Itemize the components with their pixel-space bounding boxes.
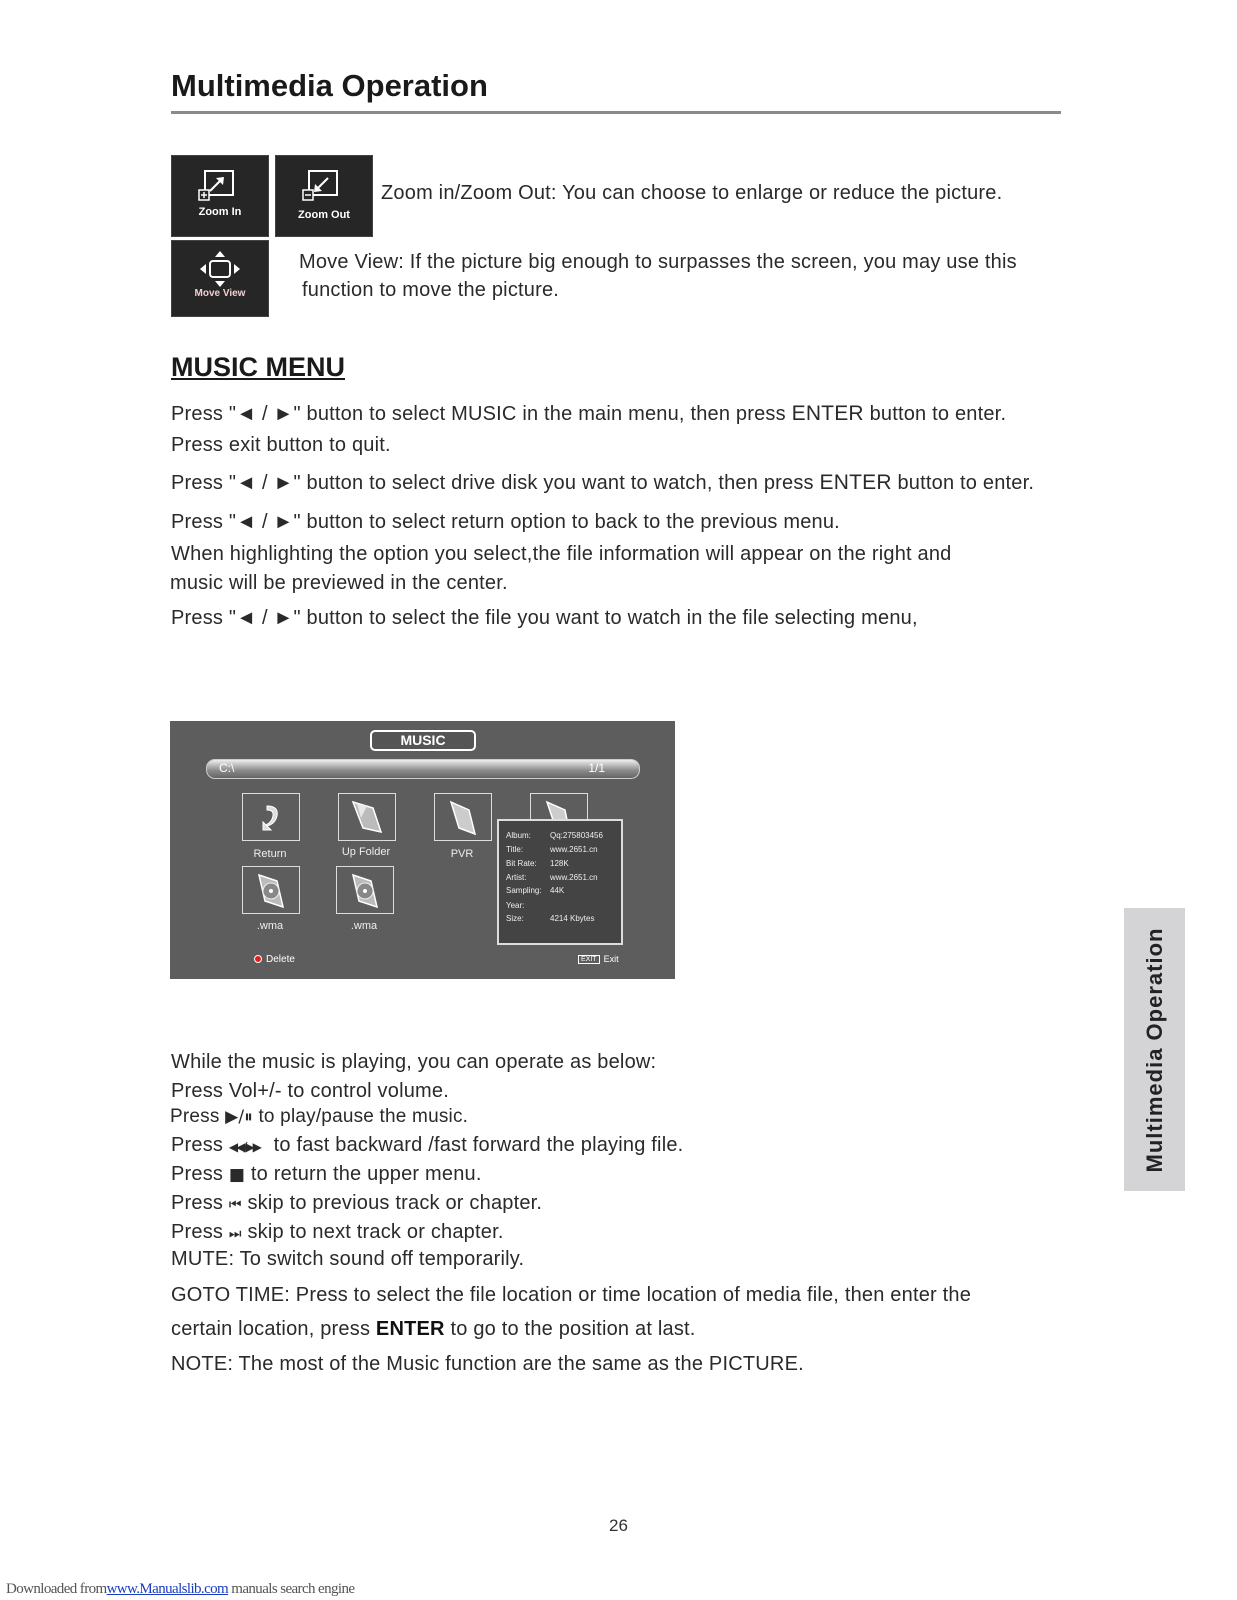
bitrate-key: Bit Rate: — [506, 859, 537, 868]
side-tab-label: Multimedia Operation — [1141, 927, 1167, 1172]
press-word: Press — [171, 403, 224, 425]
move-view-label: Move View — [194, 288, 246, 299]
page-title: Multimedia Operation — [171, 68, 488, 103]
goto-line-2 — [171, 1318, 696, 1341]
artist-value: www.2651.cn — [550, 873, 598, 882]
playing-intro: While the music is playing, you can operate as below: — [171, 1051, 657, 1073]
title-divider — [171, 111, 1061, 114]
instruction-text: button to select MUSIC in the main menu, then press — [306, 403, 786, 425]
note-line: NOTE: The most of the Music function are the same as the PICTURE. — [171, 1353, 804, 1375]
download-footer — [6, 1581, 354, 1598]
instruction-end: button to enter. — [869, 403, 1007, 425]
delete-hint[interactable] — [254, 954, 295, 965]
year-key: Year: — [506, 901, 525, 910]
move-view-icon — [172, 243, 268, 293]
wma-file-tile[interactable] — [336, 866, 394, 914]
goto-line-1: GOTO TIME: Press to select the file location or time location of media file, then enter the — [171, 1284, 972, 1306]
exit-label: Exit — [603, 954, 619, 964]
press-word: Press — [171, 607, 224, 629]
instruction-line-6: music will be previewed in the center. — [170, 572, 508, 594]
instruction-line-4 — [171, 511, 840, 534]
move-view-button[interactable] — [171, 240, 269, 317]
skip-next-icon: ⏭ — [228, 1226, 242, 1242]
fast-forward-line — [171, 1134, 683, 1157]
return-label: Return — [253, 848, 287, 860]
instruction-line-1 — [171, 402, 1006, 426]
instruction-text: button to select the file you want to watch in the file selecting menu, — [306, 607, 918, 629]
skip-previous-icon: ⏮ — [228, 1197, 242, 1213]
return-tile[interactable] — [242, 793, 300, 841]
arrow-keys: "◄ / ►" — [228, 403, 301, 425]
artist-key: Artist: — [506, 873, 527, 882]
play-pause-line — [170, 1106, 468, 1128]
sampling-key: Sampling: — [506, 886, 542, 895]
red-dot-icon — [254, 955, 262, 963]
enter-key: ENTER — [375, 1318, 445, 1340]
music-file-icon — [337, 867, 393, 913]
footer-prefix: Downloaded from — [6, 1581, 107, 1597]
fast-forward-text: to fast backward /fast forward the playing file. — [273, 1134, 684, 1156]
size-key: Size: — [506, 914, 524, 923]
arrow-keys: "◄ / ►" — [228, 472, 301, 494]
exit-key-icon: EXIT — [578, 955, 600, 964]
next-line — [171, 1221, 504, 1244]
wma-file-tile[interactable] — [242, 866, 300, 914]
previous-text: skip to previous track or chapter. — [247, 1192, 543, 1214]
folder-icon — [531, 794, 587, 820]
music-menu-heading: MUSIC MENU — [171, 352, 345, 382]
stop-text: to return the upper menu. — [250, 1163, 482, 1185]
rewind-forward-icon: ◀◀/▶▶ — [228, 1140, 260, 1154]
return-icon — [243, 794, 299, 840]
arrow-keys: "◄ / ►" — [228, 511, 301, 533]
mute-line: MUTE: To switch sound off temporarily. — [171, 1248, 525, 1270]
title-value: www.2651.cn — [550, 845, 598, 854]
zoom-out-icon — [276, 160, 372, 216]
folder-icon — [435, 794, 491, 840]
press-word: Press — [171, 1134, 224, 1156]
press-word: Press — [171, 472, 224, 494]
page-number: 26 — [609, 1516, 628, 1535]
previous-line — [171, 1192, 542, 1215]
instruction-line-7 — [171, 607, 918, 630]
title-key: Title: — [506, 845, 524, 854]
press-word: Press — [171, 511, 224, 533]
music-file-icon — [243, 867, 299, 913]
move-view-description-2: function to move the picture. — [302, 279, 560, 301]
instruction-line-5: When highlighting the option you select,the file information will appear on the right and — [171, 543, 952, 565]
zoom-in-button[interactable] — [171, 155, 269, 237]
enter-key: ENTER — [791, 402, 864, 425]
play-pause-icon: ▶/⏸ — [225, 1107, 253, 1127]
up-folder-label: Up Folder — [341, 846, 391, 858]
wma-file-label: .wma — [256, 920, 284, 932]
pvr-tile[interactable] — [434, 793, 492, 841]
instruction-end: button to enter. — [897, 472, 1035, 494]
stop-line — [171, 1163, 482, 1186]
album-key: Album: — [506, 831, 531, 840]
album-value: Qq:275803456 — [550, 831, 603, 840]
instruction-line-3 — [171, 471, 1034, 495]
zoom-description: Zoom in/Zoom Out: You can choose to enlarge or reduce the picture. — [381, 182, 1003, 204]
instruction-text: button to select drive disk you want to watch, then press — [306, 472, 814, 494]
enter-key: ENTER — [819, 471, 892, 494]
volume-line: Press Vol+/- to control volume. — [171, 1080, 449, 1102]
size-value: 4214 Kbytes — [550, 914, 595, 923]
instruction-text: button to select return option to back to the previous menu. — [306, 511, 840, 533]
bitrate-value: 128K — [550, 859, 569, 868]
screen-title: MUSIC — [370, 730, 476, 751]
next-text: skip to next track or chapter. — [247, 1221, 504, 1243]
manualslib-link[interactable]: www.Manualslib.com — [106, 1581, 229, 1597]
path-text: C:\ — [219, 761, 235, 775]
footer-suffix: manuals search engine — [231, 1581, 355, 1597]
page-counter: 1/1 — [588, 761, 605, 775]
sampling-value: 44K — [550, 886, 565, 895]
music-menu-screenshot — [170, 721, 675, 979]
goto-text-end: to go to the position at last. — [450, 1318, 696, 1340]
side-section-tab — [1124, 908, 1185, 1191]
pvr-label: PVR — [450, 848, 474, 860]
folder-icon — [339, 794, 395, 840]
play-pause-text: to play/pause the music. — [258, 1106, 469, 1127]
instruction-line-2: Press exit button to quit. — [171, 434, 391, 456]
file-info-panel — [497, 819, 623, 945]
goto-text: certain location, press — [171, 1318, 371, 1340]
press-word: Press — [171, 1192, 224, 1214]
up-folder-tile[interactable] — [338, 793, 396, 841]
press-word: Press — [170, 1106, 220, 1127]
path-bar — [206, 759, 640, 779]
press-word: Press — [171, 1221, 224, 1243]
zoom-out-button[interactable] — [275, 155, 373, 237]
zoom-out-label: Zoom Out — [298, 209, 350, 221]
folder-tile[interactable] — [530, 793, 588, 820]
stop-icon: ■ — [228, 1165, 246, 1185]
press-word: Press — [171, 1163, 224, 1185]
wma-file-label: .wma — [350, 920, 378, 932]
zoom-in-label: Zoom In — [198, 206, 242, 218]
exit-hint[interactable] — [578, 954, 619, 965]
move-view-description-1: Move View: If the picture big enough to surpasses the screen, you may use this — [299, 251, 1017, 273]
delete-label: Delete — [266, 954, 295, 965]
arrow-keys: "◄ / ►" — [228, 607, 301, 629]
